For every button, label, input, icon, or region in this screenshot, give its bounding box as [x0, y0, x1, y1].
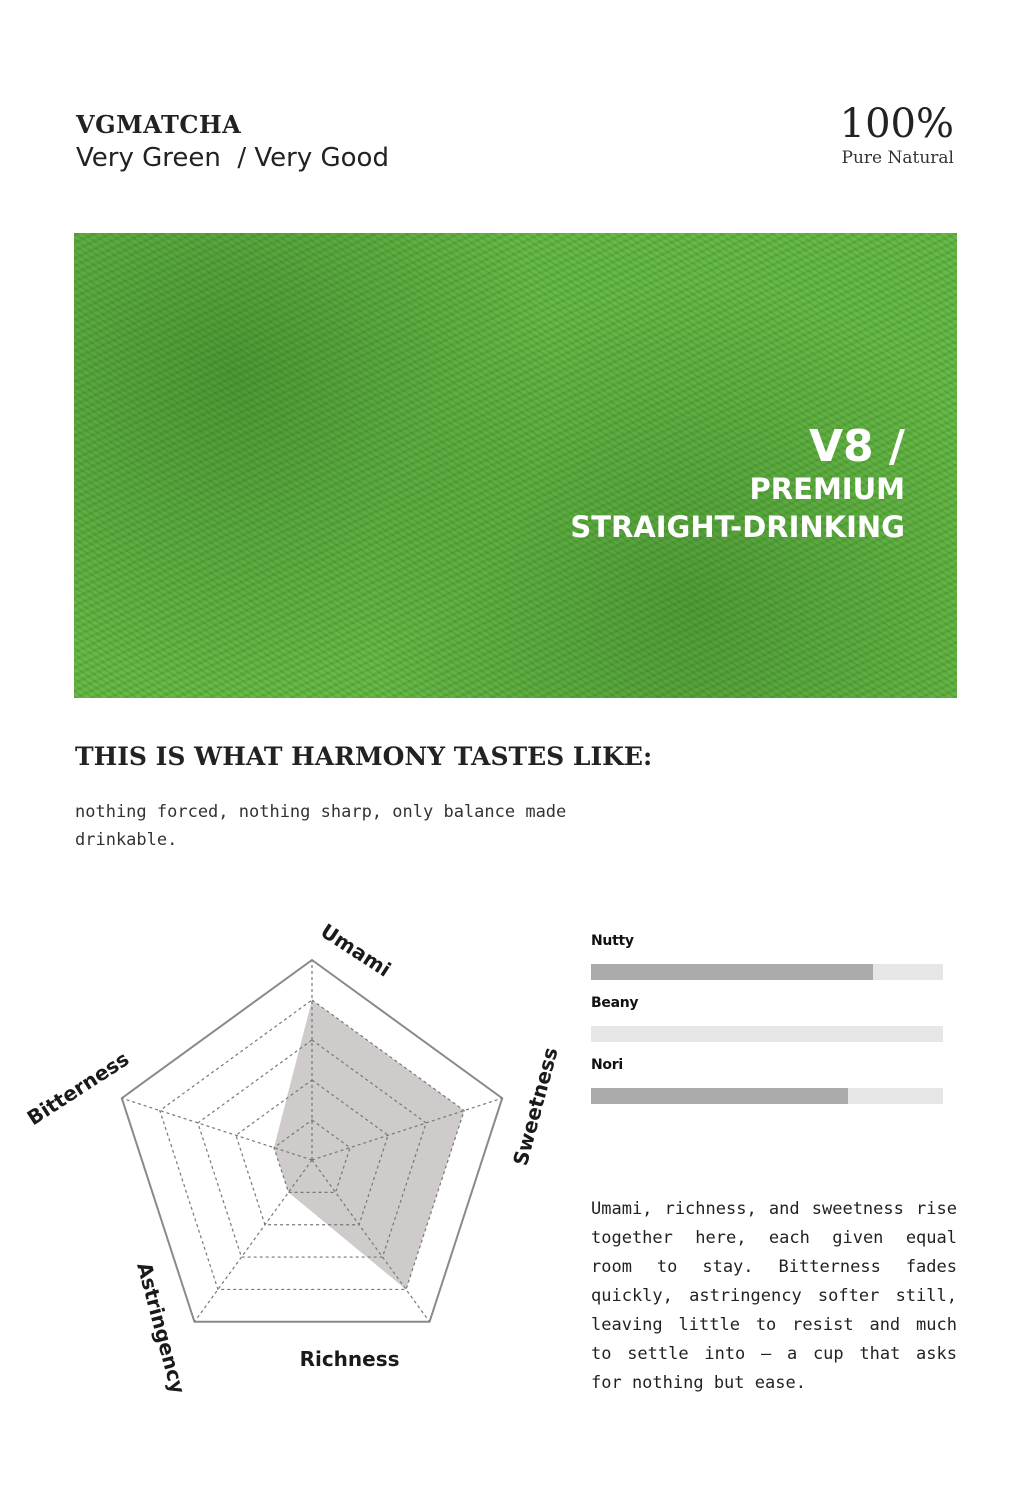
- bar-fill: [591, 1088, 848, 1104]
- bar-track: [591, 1026, 943, 1042]
- product-grade: PREMIUM: [749, 472, 905, 507]
- product-code: V8 /: [808, 421, 905, 472]
- bar-label: Nutty: [591, 933, 634, 949]
- purity-value: 100%: [839, 101, 954, 147]
- bar-label: Nori: [591, 1057, 623, 1073]
- brand-name: VGMATCHA: [76, 110, 242, 139]
- tasting-description: Umami, richness, and sweetness rise together here, each given equal room to stay. Bitterness fades quickly, astringency softer still, leaving little to resist and much to settle into — a cup that asks for nothing but ease.: [591, 1199, 957, 1393]
- section-subline: nothing forced, nothing sharp, only balance made drinkable.: [75, 802, 567, 850]
- product-use: STRAIGHT-DRINKING: [570, 509, 905, 544]
- purity-label: Pure Natural: [841, 148, 954, 168]
- bar-track: [591, 964, 943, 980]
- brand-block: [76, 110, 389, 173]
- section-headline: THIS IS WHAT HARMONY TASTES LIKE:: [75, 742, 653, 771]
- brand-tagline: Very Green / Very Good: [76, 143, 389, 173]
- radar-axis-label: Astringency: [132, 1259, 191, 1397]
- purity-badge: [839, 101, 954, 168]
- hero-matcha-image: [74, 233, 957, 698]
- radar-axis-label: Richness: [299, 1346, 400, 1371]
- radar-axis-label: Bitterness: [22, 1046, 134, 1131]
- radar-data-area: [274, 1000, 464, 1289]
- radar-axis-label: Sweetness: [508, 1044, 563, 1169]
- hero-text: [570, 423, 905, 546]
- bar-fill: [591, 964, 873, 980]
- bar-track: [591, 1088, 943, 1104]
- flavor-bars: [591, 933, 943, 1119]
- bar-label: Beany: [591, 995, 639, 1011]
- flavor-radar-chart: [22, 918, 563, 1397]
- radar-axis-label: Umami: [316, 918, 396, 982]
